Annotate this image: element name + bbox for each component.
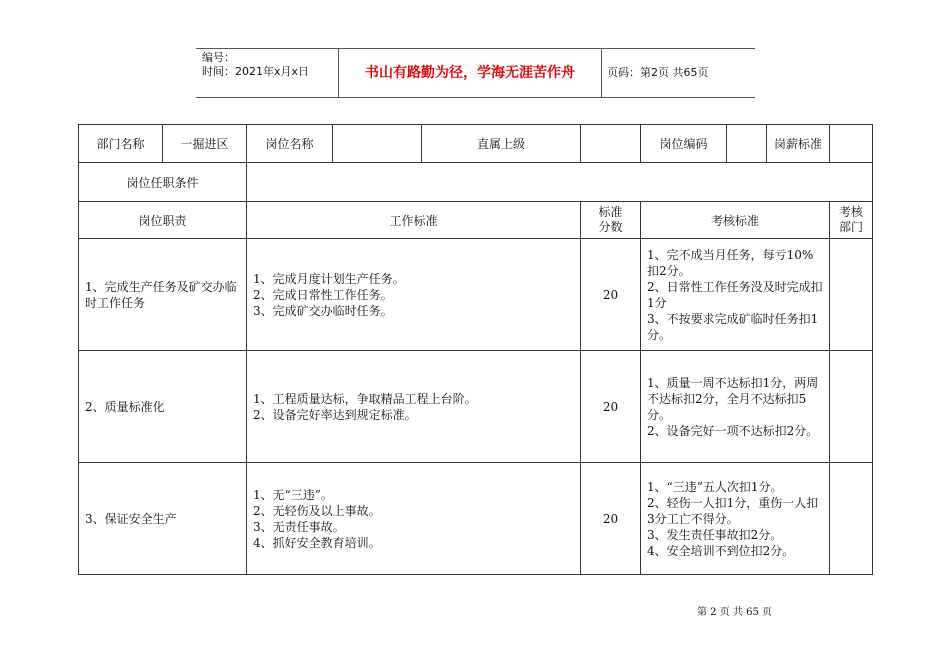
- row-standards: [247, 463, 581, 575]
- page-footer: 第 2 页 共 65 页: [697, 607, 772, 618]
- column-header-row: [79, 202, 873, 239]
- check-item: 1、“三违”五人次扣1分。: [647, 479, 783, 494]
- check-item: 2、日常性工作任务没及时完成扣1分: [647, 279, 823, 310]
- row-score: 20: [581, 463, 641, 575]
- header-meta: [196, 49, 338, 97]
- row-duty: 2、质量标准化: [79, 351, 247, 463]
- standard-item: 2、设备完好率达到规定标准。: [253, 407, 417, 422]
- standard-item: 1、完成月度计划生产任务。: [253, 271, 405, 286]
- col-check: 考核标准: [641, 202, 830, 239]
- job-responsibility-table: [78, 124, 873, 575]
- row-checks: [641, 463, 830, 575]
- dept-label: 部门名称: [79, 125, 163, 163]
- salary-label: 岗薪标准: [767, 125, 830, 163]
- col-dept: [830, 202, 873, 239]
- check-item: 3、发生责任事故扣2分。: [647, 527, 783, 542]
- row-score: 20: [581, 351, 641, 463]
- row-checks: [641, 351, 830, 463]
- qualification-value: [247, 163, 873, 202]
- table-row: [79, 239, 873, 351]
- info-row: [79, 125, 873, 163]
- motto: 书山有路勤为径，学海无涯苦作舟: [338, 49, 602, 97]
- row-dept: [830, 463, 873, 575]
- code-value: [727, 125, 767, 163]
- row-standards: [247, 351, 581, 463]
- qualification-label: 岗位任职条件: [79, 163, 247, 202]
- code-label: 岗位编码: [641, 125, 727, 163]
- standard-item: 4、抓好安全教育培训。: [253, 535, 381, 550]
- superior-label: 直属上级: [422, 125, 581, 163]
- number-label: 编号：: [202, 51, 235, 64]
- row-score: 20: [581, 239, 641, 351]
- position-label: 岗位名称: [247, 125, 333, 163]
- check-item: 2、轻伤一人扣1分，重伤一人扣3分工亡不得分。: [647, 495, 819, 526]
- row-checks: [641, 239, 830, 351]
- check-item: 1、完不成当月任务，每亏10%扣2分。: [647, 247, 814, 278]
- standard-item: 3、完成矿交办临时任务。: [253, 303, 393, 318]
- standard-item: 2、完成日常性工作任务。: [253, 287, 393, 302]
- table-row: [79, 351, 873, 463]
- col-score: [581, 202, 641, 239]
- check-item: 2、设备完好一项不达标扣2分。: [647, 423, 819, 438]
- qualification-row: [79, 163, 873, 202]
- col-standard: 工作标准: [247, 202, 581, 239]
- check-item: 4、安全培训不到位扣2分。: [647, 543, 795, 558]
- table-row: [79, 463, 873, 575]
- col-duty: 岗位职责: [79, 202, 247, 239]
- time-label: 时间：2021年x月x日: [202, 65, 310, 78]
- row-standards: [247, 239, 581, 351]
- standard-item: 3、无责任事故。: [253, 519, 345, 534]
- row-duty: 1、完成生产任务及矿交办临时工作任务: [79, 239, 247, 351]
- salary-value: [830, 125, 873, 163]
- document-header: [196, 48, 755, 98]
- check-item: 1、质量一周不达标扣1分，两周不达标扣2分，全月不达标扣5分。: [647, 375, 819, 422]
- col-dept-text: 考核部门: [839, 205, 864, 234]
- dept-value: 一掘进区: [163, 125, 247, 163]
- standard-item: 1、工程质量达标，争取精品工程上台阶。: [253, 391, 477, 406]
- page-code: 页码：第2页 共65页: [607, 66, 709, 79]
- standard-item: 2、无轻伤及以上事故。: [253, 503, 381, 518]
- row-duty: 3、保证安全生产: [79, 463, 247, 575]
- col-score-text: 标准分数: [598, 205, 623, 234]
- check-item: 3、不按要求完成矿临时任务扣1分。: [647, 311, 819, 342]
- standard-item: 1、无“三违”。: [253, 487, 333, 502]
- row-dept: [830, 351, 873, 463]
- position-value: [333, 125, 422, 163]
- row-dept: [830, 239, 873, 351]
- superior-value: [581, 125, 641, 163]
